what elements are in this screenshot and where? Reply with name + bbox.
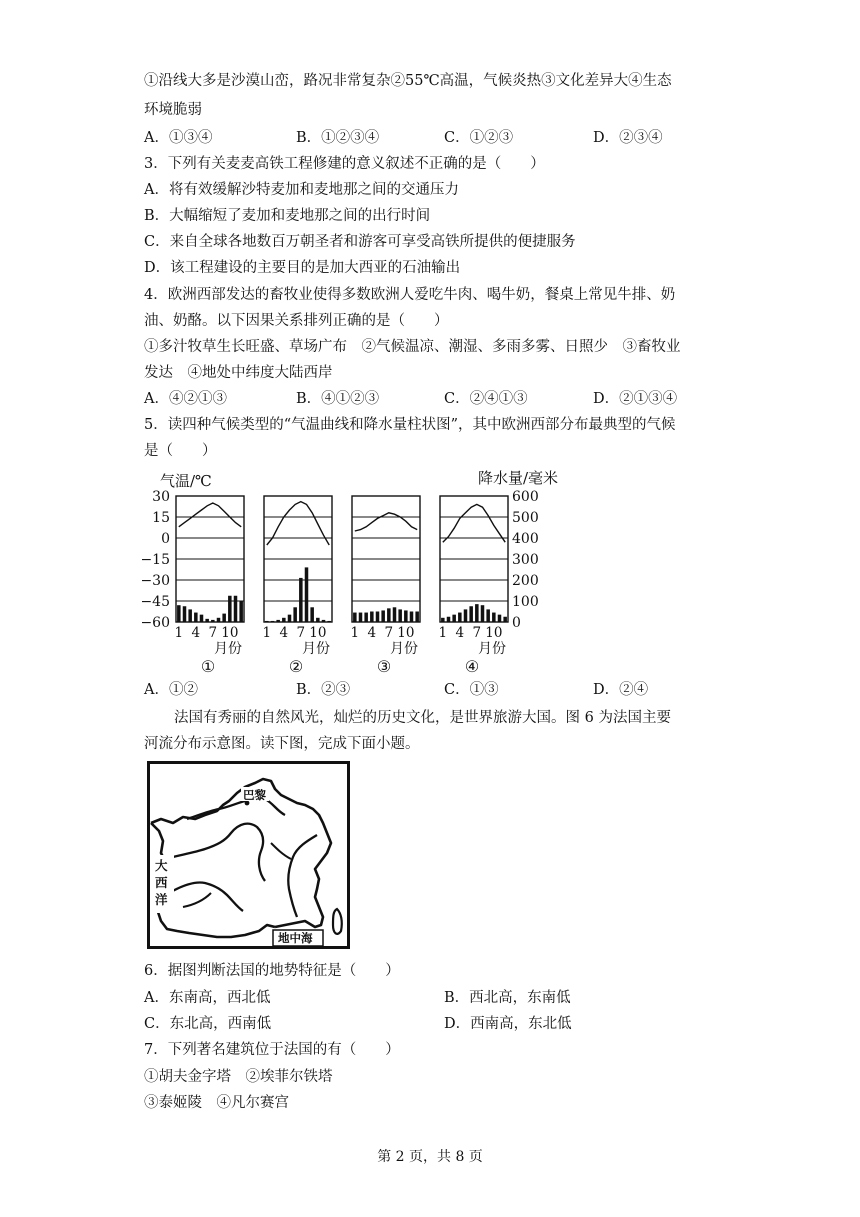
temperature-curve	[267, 502, 329, 545]
q3-stem: 3．下列有关麦麦高铁工程修建的意义叙述不正确的是（ ）	[144, 156, 545, 172]
month-axis-label: 月份	[478, 641, 506, 657]
climate-chart-svg	[140, 466, 570, 676]
q5-option-c: C．①③	[444, 682, 499, 698]
precipitation-bar	[353, 613, 357, 622]
month-axis-label: 月份	[214, 641, 242, 657]
precipitation-bar	[441, 618, 445, 622]
precipitation-bar	[322, 620, 326, 622]
precipitation-bar	[481, 605, 485, 622]
month-tick-label: 10	[397, 625, 415, 641]
precipitation-tick-label: 500	[512, 510, 539, 526]
precipitation-bar	[217, 618, 221, 622]
q2-option-a: A．①③④	[144, 130, 213, 146]
atlantic-label-char2: 西	[155, 875, 168, 890]
q7-items-line2: ③泰姬陵 ④凡尔赛宫	[144, 1095, 289, 1111]
q2-stem-line2: 环境脆弱	[144, 102, 202, 118]
q6-option-b: B．西北高，东南低	[444, 990, 571, 1006]
temperature-tick-label: 15	[152, 510, 170, 526]
precipitation-bar	[498, 615, 502, 622]
temperature-tick-label: −60	[140, 615, 170, 631]
q3-option-c: C．来自全球各地数百万朝圣者和游客可享受高铁所提供的便捷服务	[144, 234, 576, 250]
temperature-tick-label: −30	[140, 573, 170, 589]
q3-option-b: B．大幅缩短了麦加和麦地那之间的出行时间	[144, 208, 431, 224]
month-tick-label: 4	[279, 625, 289, 641]
month-axis-label: 月份	[390, 641, 418, 657]
precipitation-tick-label: 200	[512, 573, 539, 589]
temperature-curve	[443, 504, 505, 542]
precipitation-tick-label: 300	[512, 552, 539, 568]
temperature-axis-label: 气温/℃	[160, 472, 212, 490]
q4-option-b: B．④①②③	[296, 391, 380, 407]
month-tick-label: 10	[485, 625, 503, 641]
precipitation-axis-label: 降水量/毫米	[478, 469, 559, 487]
month-tick-label: 1	[438, 625, 448, 641]
month-tick-label: 1	[350, 625, 360, 641]
climate-panel	[263, 496, 332, 676]
precipitation-bar	[234, 596, 238, 622]
q4-option-a: A．④②①③	[144, 391, 227, 407]
precipitation-bar	[265, 621, 269, 622]
precipitation-bar	[228, 596, 232, 622]
q6-option-d: D．西南高，东北低	[444, 1016, 572, 1032]
precipitation-bar	[282, 618, 286, 622]
q2-stem-line1: ①沿线大多是沙漠山峦，路况非常复杂②55℃高温，气候炎热③文化差异大④生态	[144, 73, 672, 89]
precipitation-bar	[503, 617, 507, 622]
precipitation-bar	[475, 604, 479, 622]
precipitation-bar	[239, 601, 243, 622]
month-tick-label: 1	[262, 625, 272, 641]
precipitation-bar	[447, 617, 451, 622]
q5-option-a: A．①②	[144, 682, 198, 698]
month-tick-label: 4	[455, 625, 465, 641]
france-river-map	[147, 761, 350, 949]
panel-number-label: ②	[288, 657, 304, 676]
q5-option-d: D．②④	[593, 682, 649, 698]
precipitation-bar	[359, 613, 363, 622]
temperature-curve	[355, 513, 417, 531]
month-tick-label: 4	[191, 625, 201, 641]
precipitation-bar	[393, 607, 397, 622]
precipitation-bar	[200, 615, 204, 622]
q5-stem-line2: 是（ ）	[144, 443, 217, 459]
q5-option-b: B．②③	[296, 682, 351, 698]
precipitation-bar	[398, 609, 402, 622]
precipitation-bar	[415, 612, 419, 623]
q2-option-c: C．①②③	[444, 130, 514, 146]
precipitation-bar	[310, 607, 314, 622]
passage-line1: 法国有秀丽的自然风光，灿烂的历史文化，是世界旅游大国。图 6 为法国主要	[174, 710, 671, 726]
precipitation-bar	[299, 578, 303, 622]
q6-option-a: A．东南高，西北低	[144, 990, 271, 1006]
q4-items-line2: 发达 ④地处中纬度大陆西岸	[144, 365, 333, 381]
precipitation-bar	[486, 609, 490, 622]
q3-option-d: D．该工程建设的主要目的是加大西亚的石油输出	[144, 260, 461, 276]
temperature-tick-label: −15	[140, 552, 170, 568]
temperature-curve	[179, 503, 241, 527]
precipitation-bar	[183, 606, 187, 622]
month-tick-label: 7	[472, 625, 482, 641]
q2-option-b: B．①②③④	[296, 130, 380, 146]
precipitation-bar	[458, 613, 462, 622]
month-axis-label: 月份	[302, 641, 330, 657]
precipitation-bar	[327, 621, 331, 622]
temperature-tick-label: −45	[140, 594, 170, 610]
panel-number-label: ①	[200, 657, 216, 676]
month-tick-label: 7	[296, 625, 306, 641]
precipitation-bar	[188, 609, 192, 622]
precipitation-bar	[387, 608, 391, 622]
page-footer: 第 2 页，共 8 页	[377, 1149, 483, 1165]
q5-stem-line1: 5．读四种气候类型的“气温曲线和降水量柱状图”，其中欧洲西部分布最典型的气候	[144, 417, 676, 433]
month-tick-label: 10	[309, 625, 327, 641]
precipitation-bar	[276, 620, 280, 622]
precipitation-bar	[370, 612, 374, 623]
month-tick-label: 7	[384, 625, 394, 641]
climate-panel	[175, 496, 244, 676]
q7-stem: 7．下列著名建筑位于法国的有（ ）	[144, 1042, 400, 1058]
precipitation-bar	[381, 610, 385, 622]
panel-number-label: ④	[464, 657, 480, 676]
precipitation-bar	[464, 609, 468, 622]
temperature-tick-label: 30	[152, 489, 170, 505]
atlantic-label-char3: 洋	[155, 892, 168, 907]
precipitation-bar	[271, 621, 275, 622]
q7-items-line1: ①胡夫金字塔 ②埃菲尔铁塔	[144, 1069, 333, 1085]
precipitation-tick-label: 600	[512, 489, 539, 505]
climate-panel	[439, 496, 508, 676]
precipitation-bar	[211, 620, 215, 622]
q2-option-d: D．②③④	[593, 130, 663, 146]
precipitation-bar	[469, 606, 473, 622]
precipitation-bar	[293, 607, 297, 622]
month-tick-label: 7	[208, 625, 218, 641]
precipitation-bar	[364, 613, 368, 622]
atlantic-label-char1: 大	[155, 858, 168, 873]
paris-label: 巴黎	[243, 788, 266, 802]
q6-stem: 6．据图判断法国的地势特征是（ ）	[144, 963, 400, 979]
precipitation-bar	[452, 615, 456, 622]
month-tick-label: 1	[174, 625, 184, 641]
precipitation-bar	[492, 613, 496, 622]
month-tick-label: 4	[367, 625, 377, 641]
precipitation-bar	[404, 610, 408, 622]
precipitation-bar	[305, 567, 309, 622]
q4-option-c: C．②④①③	[444, 391, 528, 407]
precipitation-bar	[410, 612, 414, 623]
mediterranean-label: 地中海	[278, 931, 313, 945]
climate-panel	[351, 496, 420, 676]
passage-line2: 河流分布示意图。读下图，完成下面小题。	[144, 736, 420, 752]
corsica-island	[333, 909, 342, 934]
precipitation-bar	[177, 605, 181, 622]
temperature-tick-label: 0	[161, 531, 170, 547]
precipitation-bar	[222, 614, 226, 622]
q4-stem-line1: 4．欧洲西部发达的畜牧业使得多数欧洲人爱吃牛肉、喝牛奶，餐桌上常见牛排、奶	[144, 287, 676, 303]
precipitation-tick-label: 400	[512, 531, 539, 547]
france-map-svg	[147, 761, 350, 949]
precipitation-bar	[316, 618, 320, 622]
precipitation-bar	[194, 613, 198, 622]
precipitation-tick-label: 0	[512, 615, 521, 631]
precipitation-tick-label: 100	[512, 594, 539, 610]
precipitation-bar	[205, 619, 209, 622]
q6-option-c: C．东北高，西南低	[144, 1016, 272, 1032]
panel-number-label: ③	[376, 657, 392, 676]
q4-items-line1: ①多汁牧草生长旺盛、草场广布 ②气候温凉、潮湿、多雨多雾、日照少 ③畜牧业	[144, 339, 681, 355]
month-tick-label: 10	[221, 625, 239, 641]
q4-stem-line2: 油、奶酪。以下因果关系排列正确的是（ ）	[144, 313, 449, 329]
climate-chart	[140, 466, 570, 676]
q3-option-a: A．将有效缓解沙特麦加和麦地那之间的交通压力	[144, 182, 459, 198]
q4-option-d: D．②①③④	[593, 391, 678, 407]
precipitation-bar	[376, 612, 380, 623]
precipitation-bar	[288, 615, 292, 622]
